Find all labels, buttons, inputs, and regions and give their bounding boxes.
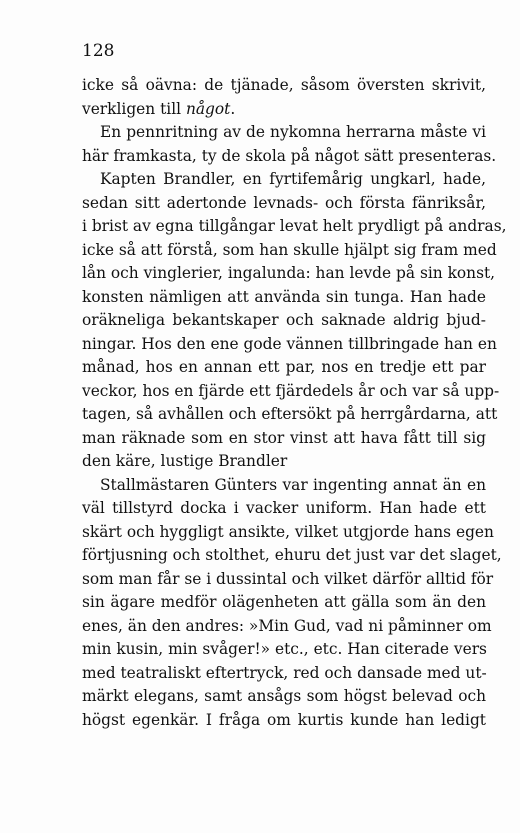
body-text <box>82 74 507 732</box>
text-line: sedan sitt adertonde levnads- och första fänriksår, <box>82 193 486 212</box>
text-line: lån och vinglerier, ingalunda: han levde på sin konst, <box>82 264 496 282</box>
text-line: min kusin, min svåger!» etc., etc. Han citerade vers <box>82 640 487 658</box>
text-line: här framkasta, ty de skola på något sätt presenteras. <box>82 146 497 165</box>
text-line: den käre, lustige Brandler <box>82 452 288 470</box>
text-line: märkt elegans, samt ansågs som högst belevad och <box>82 687 486 705</box>
text-line: förtjusning och stolthet, ehuru det just var det slaget, <box>82 546 502 564</box>
text-line: konsten nämligen att använda sin tunga. Han hade <box>82 287 486 306</box>
text-line: veckor, hos en fjärde ett fjärdedels år och var så upp- <box>82 381 500 400</box>
text-line: En pennritning av de nykomna herrarna måste vi <box>100 123 486 141</box>
text-line <box>82 98 486 122</box>
text-line: som man får se i dussintal och vilket därför alltid för <box>82 569 494 588</box>
text-line: Kapten Brandler, en fyrtifemårig ungkarl, hade, <box>100 170 486 188</box>
text-line: med teatraliskt eftertryck, red och dansade med ut- <box>82 663 487 682</box>
paragraph-1 <box>82 74 486 121</box>
text-line: icke så oävna: de tjänade, såsom översten skrivit, <box>82 76 486 94</box>
text-line: icke så att förstå, som han skulle hjälpt sig fram med <box>82 240 497 259</box>
text-line-tail: . <box>230 99 236 118</box>
italic-word: något <box>185 99 231 118</box>
text-line: Stallmästaren Günters var ingenting annat än en <box>100 475 486 494</box>
text-line: tagen, så avhållen och eftersökt på herrgårdarna, att <box>82 405 498 423</box>
text-line: skärt och hyggligt ansikte, vilket utgjorde hans egen <box>82 522 494 541</box>
text-line: väl tillstyrd docka i vacker uniform. Han hade ett <box>82 499 486 517</box>
paragraph-3 <box>82 168 507 474</box>
page-number: 128 <box>82 41 115 61</box>
text-line: månad, hos en annan ett par, nos en tredje ett par <box>82 358 486 376</box>
text-line: i brist av egna tillgångar levat helt prydligt på andras, <box>82 217 507 235</box>
paragraph-4 <box>82 474 502 733</box>
text-line: enes, än den andres: »Min Gud, vad ni påminner om <box>82 616 492 635</box>
text-line: sin ägare medför olägenheten att gälla som än den <box>82 593 486 611</box>
text-line: man räknade som en stor vinst att hava fått till sig <box>82 428 486 447</box>
text-line-main: verkligen till <box>82 99 186 118</box>
text-line: högst egenkär. I fråga om kurtis kunde han ledigt <box>82 710 486 729</box>
text-line: oräkneliga bekantskaper och saknade aldrig bjud- <box>82 311 486 329</box>
paragraph-2 <box>82 121 497 168</box>
text-line: ningar. Hos den ene gode vännen tillbringade han en <box>82 334 497 353</box>
